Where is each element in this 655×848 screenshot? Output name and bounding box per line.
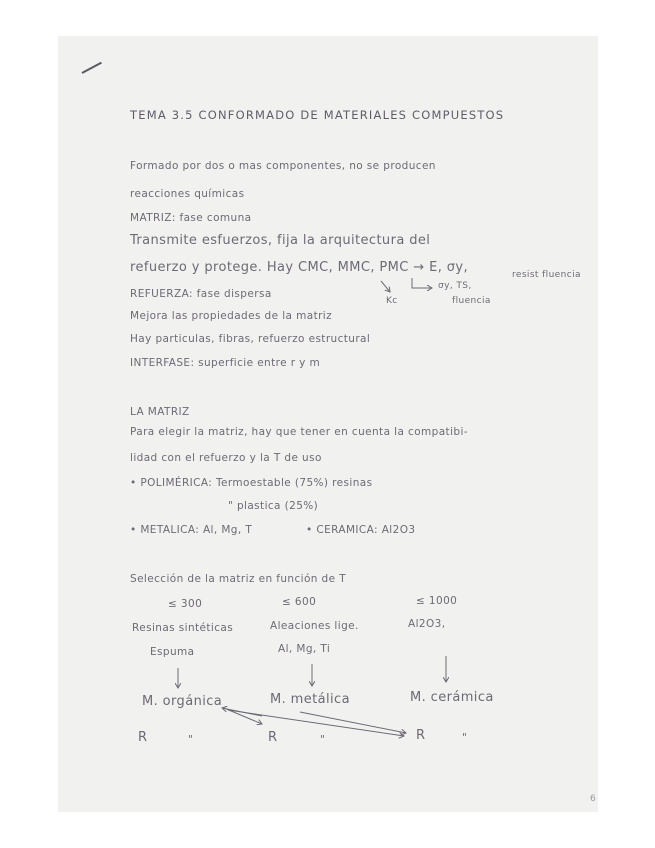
transmite-line: Transmite esfuerzos, fija la arquitectura del: [130, 233, 431, 248]
arrow-label-fluencia: fluencia: [452, 296, 491, 306]
arrow-to-sy: [412, 278, 432, 288]
metalica-line: • METALICA: Al, Mg, T: [130, 524, 253, 536]
temp-1000: ≤ 1000: [416, 595, 458, 607]
resist-note: resist fluencia: [512, 270, 581, 280]
espuma-label: Espuma: [150, 646, 195, 658]
al-mg-ti-label: Al, Mg, Ti: [278, 643, 331, 655]
interfase-line: INTERFASE: superficie entre r y m: [130, 357, 321, 369]
refuerzo-line: refuerzo y protege. Hay CMC, MMC, PMC → E, σy,: [130, 260, 469, 275]
ceramica-line: • CERAMICA: Al2O3: [306, 524, 416, 536]
arrow-metalica-to-organica: [222, 708, 262, 716]
m-metalica: M. metálica: [270, 692, 350, 707]
matriz-para-1: Para elegir la matriz, hay que tener en cuenta la compatibi-: [130, 426, 468, 438]
r-organica: R: [138, 730, 148, 745]
plastica-line: " plastica (25%): [228, 500, 319, 512]
matriz-para-2: lidad con el refuerzo y la T de uso: [130, 452, 322, 464]
refuerza-definition: REFUERZA: fase dispersa: [130, 288, 272, 300]
arrow-to-kc: [381, 281, 390, 292]
hay-line: Hay particulas, fibras, refuerzo estructural: [130, 333, 371, 345]
temp-600: ≤ 600: [282, 596, 317, 608]
intro-line-2: reacciones químicas: [130, 188, 245, 200]
arrow-label-sy: σy, TS,: [438, 281, 472, 291]
ditto-3: ": [462, 732, 468, 744]
m-organica: M. orgánica: [142, 694, 223, 709]
arrow-organica-to-ceramica: [228, 710, 404, 736]
ditto-2: ": [320, 734, 326, 746]
m-ceramica: M. cerámica: [410, 690, 494, 705]
ditto-1: ": [188, 734, 194, 746]
temp-300: ≤ 300: [168, 598, 203, 610]
seleccion-heading: Selección de la matriz en función de T: [130, 573, 347, 585]
r-metalica: R: [268, 730, 278, 745]
matriz-heading: LA MATRIZ: [130, 406, 190, 418]
polimerica-line: • POLIMÉRICA: Termoestable (75%) resinas: [130, 477, 373, 489]
page-title: TEMA 3.5 CONFORMADO DE MATERIALES COMPUESTOS: [130, 108, 505, 122]
intro-line-1: Formado por dos o mas componentes, no se producen: [130, 160, 436, 172]
col-al2o3: Al2O3,: [408, 618, 446, 630]
col-resinas: Resinas sintéticas: [132, 622, 234, 634]
r-ceramica: R: [416, 728, 426, 743]
col-aleaciones: Aleaciones lige.: [270, 620, 359, 632]
mejora-line: Mejora las propiedades de la matriz: [130, 310, 333, 322]
matriz-definition: MATRIZ: fase comuna: [130, 212, 252, 224]
page-number: 6: [590, 794, 597, 804]
arrow-label-kc: Kc: [386, 296, 398, 306]
